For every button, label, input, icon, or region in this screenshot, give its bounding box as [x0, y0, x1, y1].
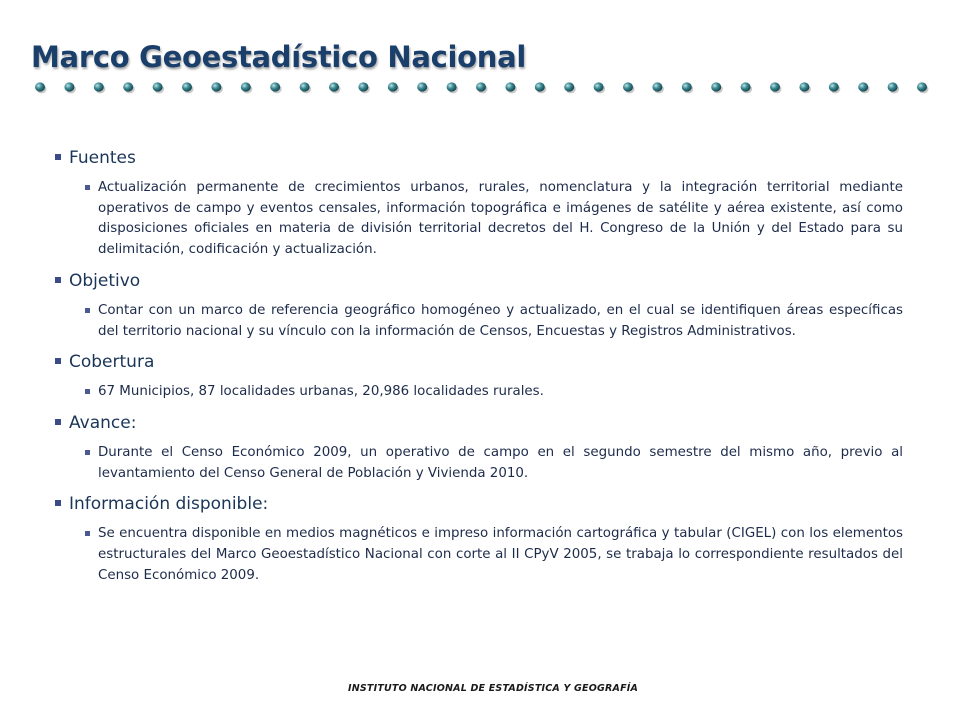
decorative-dot [153, 82, 163, 91]
decorative-dot [447, 82, 457, 91]
decorative-dot [711, 82, 721, 91]
decorative-dot [417, 82, 427, 91]
decorative-dot [388, 82, 398, 91]
decorative-dot [123, 82, 133, 91]
section-heading: Información disponible: [69, 494, 269, 515]
sub-bullet-icon [85, 389, 90, 394]
decorative-dot [94, 82, 104, 91]
bullet-icon [55, 154, 61, 160]
section-text: Actualización permanente de crecimientos urbanos, rurales, nomenclatura y la integración territorial mediante operativos de campo y eventos censales, información topográfica e imágenes de satélite y aérea existente, así como disposiciones oficiales en materia de división territorial decretos del H. Congreso de la Unión y del Estado para su delimitación, codificación y actualización. [98, 180, 903, 258]
section-text: 67 Municipios, 87 localidades urbanas, 20,986 localidades rurales. [98, 384, 544, 400]
decorative-dot [270, 82, 280, 91]
decorative-dot-row [24, 74, 936, 100]
sub-bullet-icon [85, 308, 90, 313]
section-informacion-disponible [55, 494, 903, 586]
section-avance [55, 413, 903, 484]
bullet-icon [55, 419, 61, 425]
decorative-dot [476, 82, 486, 91]
section-heading: Avance: [69, 412, 137, 433]
decorative-dot [535, 82, 545, 91]
decorative-dot [241, 82, 251, 91]
section-cobertura [55, 352, 903, 403]
decorative-dot [799, 82, 809, 91]
slide-title: Marco Geoestadístico Nacional [31, 40, 527, 74]
decorative-dot [858, 82, 868, 91]
decorative-dot [564, 82, 574, 91]
sub-bullet-icon [85, 185, 90, 190]
section-heading: Fuentes [69, 148, 136, 168]
decorative-dot [300, 82, 310, 91]
decorative-dot [829, 82, 839, 91]
section-text: Durante el Censo Económico 2009, un operativo de campo en el segundo semestre del mismo año, previo al levantamiento del Censo General de Población y Vivienda 2010. [98, 444, 903, 481]
decorative-dot [682, 82, 692, 91]
sub-bullet-icon [85, 450, 90, 455]
bullet-icon [55, 500, 61, 506]
decorative-dot [505, 82, 515, 91]
decorative-dot [594, 82, 604, 91]
decorative-dot [211, 82, 221, 91]
decorative-dot [329, 82, 339, 91]
section-text: Contar con un marco de referencia geográfico homogéneo y actualizado, en el cual se identifiquen áreas específicas del territorio nacional y su vínculo con la información de Censos, Encuestas y Registros Administrativos. [98, 302, 903, 339]
bullet-icon [55, 277, 61, 283]
decorative-dot [652, 82, 662, 91]
decorative-dot [623, 82, 633, 91]
decorative-dot [358, 82, 368, 91]
section-fuentes [55, 148, 903, 261]
decorative-dot [182, 82, 192, 91]
section-heading: Cobertura [69, 352, 155, 373]
decorative-dot [917, 82, 927, 91]
section-text: Se encuentra disponible en medios magnéticos e impreso información cartográfica y tabular (CIGEL) con los elementos estructurales del Marco Geoestadístico Nacional con corte al II CPyV 2005, se trabaja lo correspondiente resultados del Censo Económico 2009. [98, 526, 903, 583]
sub-bullet-icon [85, 531, 90, 536]
decorative-dot [35, 82, 45, 91]
decorative-dot [888, 82, 898, 91]
footer-institution: INSTITUTO NACIONAL DE ESTADÍSTICA Y GEOGRAFÍA [348, 683, 639, 694]
section-heading: Objetivo [69, 270, 141, 291]
bullet-icon [55, 358, 61, 364]
decorative-dot [770, 82, 780, 91]
content-area [55, 148, 903, 586]
decorative-dot [741, 82, 751, 91]
section-objetivo [55, 271, 903, 342]
decorative-dot [64, 82, 74, 91]
